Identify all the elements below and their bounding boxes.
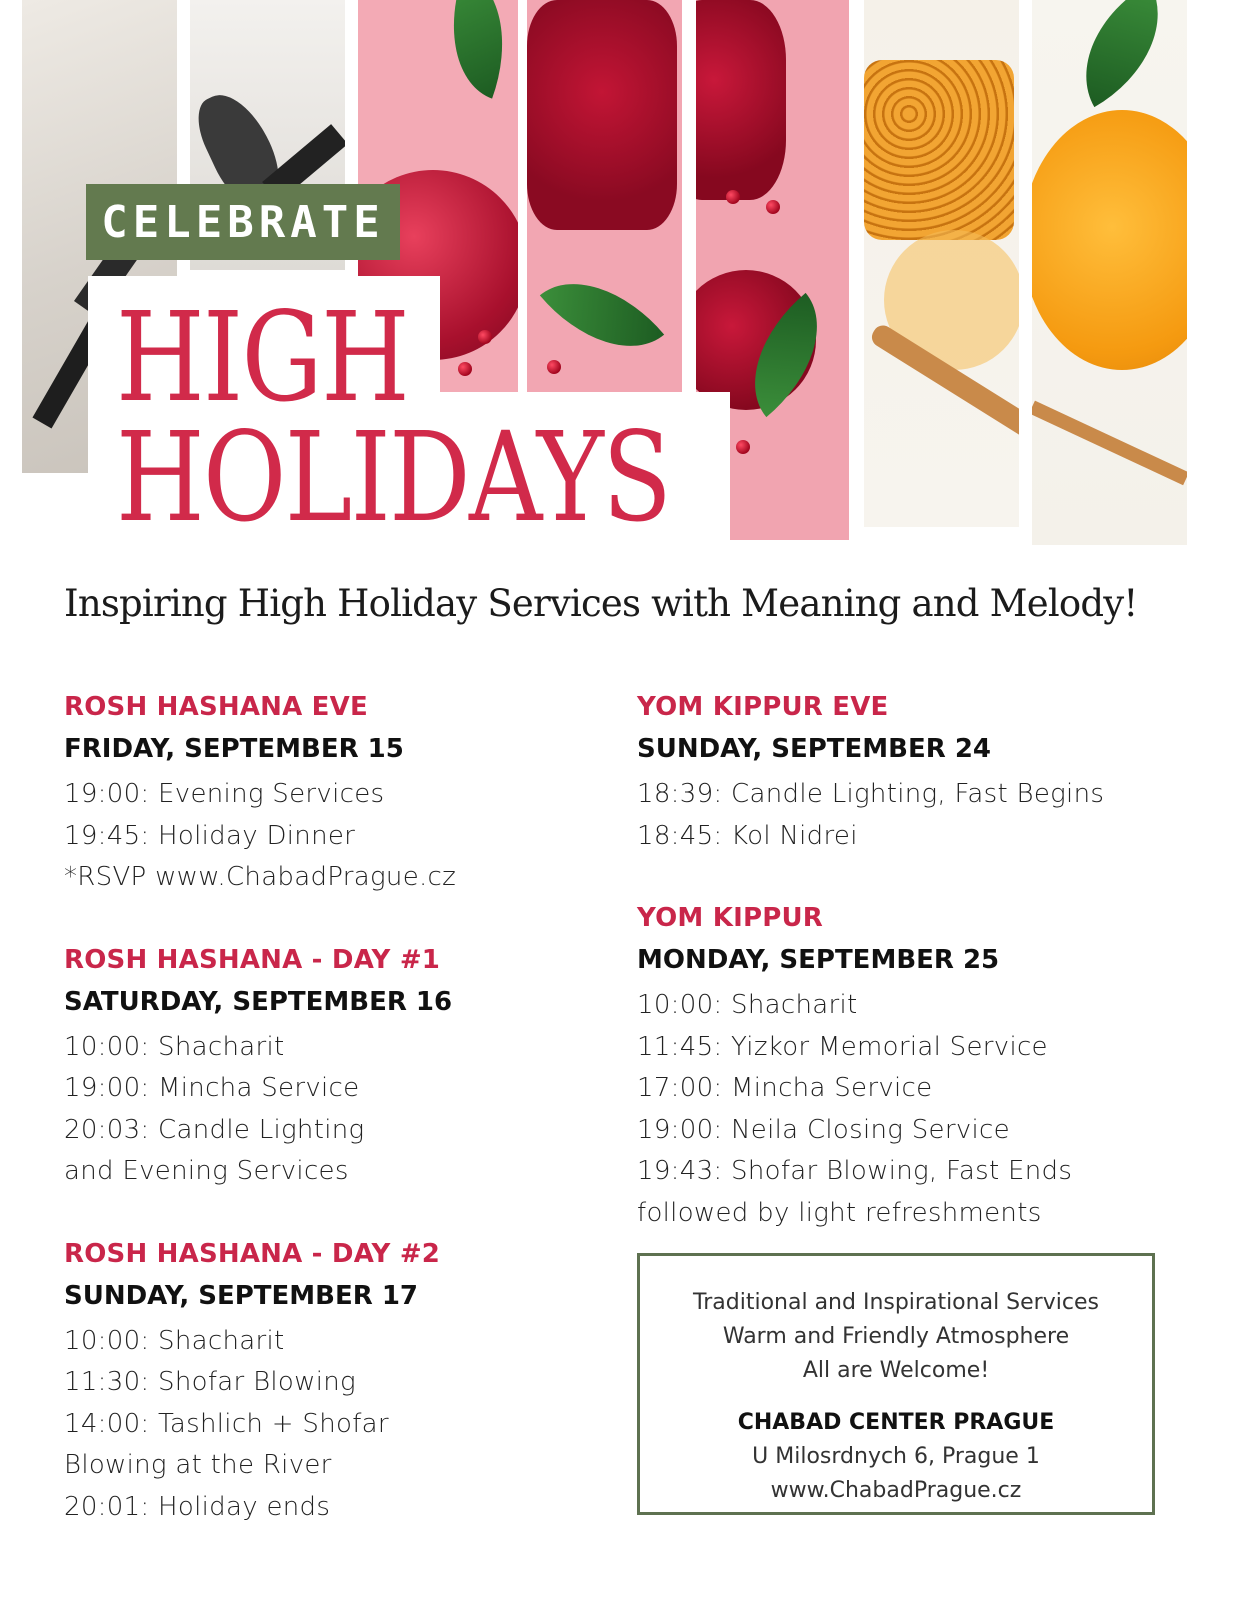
schedule-event <box>637 690 1157 857</box>
event-title: ROSH HASHANA - DAY #1 <box>64 944 441 975</box>
event-schedule-line: 17:00: Mincha Service <box>637 1073 933 1103</box>
schedule-event <box>64 1237 584 1529</box>
event-title: YOM KIPPUR EVE <box>637 692 889 722</box>
event-title: ROSH HASHANA EVE <box>64 692 368 722</box>
event-schedule-line: 19:00: Neila Closing Service <box>637 1114 1010 1145</box>
event-schedule-line: 10:00: Shacharit <box>64 1325 285 1356</box>
event-schedule-line: 11:30: Shofar Blowing <box>64 1367 356 1397</box>
info-box <box>637 1253 1155 1515</box>
event-schedule-line: 10:00: Shacharit <box>64 1031 285 1062</box>
event-schedule-line: 18:45: Kol Nidrei <box>637 820 858 851</box>
event-schedule-line: 20:03: Candle Lighting <box>64 1114 365 1145</box>
event-date: SATURDAY, SEPTEMBER 16 <box>64 986 453 1017</box>
info-line-welcome: All are Welcome! <box>802 1358 990 1383</box>
honey-bowl-photo-strip <box>1032 0 1187 545</box>
org-name: CHABAD CENTER PRAGUE <box>737 1410 1055 1435</box>
event-schedule-line: 19:00: Mincha Service <box>64 1073 360 1103</box>
title-holidays: HOLIDAYS <box>116 406 671 550</box>
org-website-link[interactable]: www.ChabadPrague.cz <box>770 1478 1022 1503</box>
event-schedule-line: 19:00: Evening Services <box>64 779 385 809</box>
tagline: Inspiring High Holiday Services with Meaning and Melody! <box>64 582 1138 625</box>
event-schedule-line: 11:45: Yizkor Memorial Service <box>637 1031 1048 1062</box>
celebrate-badge: CELEBRATE <box>86 184 400 260</box>
event-schedule-line: 19:45: Holiday Dinner <box>64 820 356 851</box>
event-schedule-line: *RSVP www.ChabadPrague.cz <box>64 862 457 892</box>
event-schedule-line: 10:00: Shacharit <box>637 990 858 1020</box>
info-line-atmosphere: Warm and Friendly Atmosphere <box>722 1324 1070 1349</box>
event-date: SUNDAY, SEPTEMBER 24 <box>637 734 992 764</box>
event-schedule-line: 19:43: Shofar Blowing, Fast Ends <box>637 1156 1073 1186</box>
schedule-right-column <box>637 690 1157 1278</box>
event-schedule-line: followed by light refreshments <box>637 1197 1042 1228</box>
event-schedule-line: and Evening Services <box>64 1156 349 1186</box>
title-high: HIGH <box>116 286 409 430</box>
pomegranate-photo-strip-2 <box>527 0 682 392</box>
event-date: SUNDAY, SEPTEMBER 17 <box>64 1280 419 1311</box>
event-schedule-line: 20:01: Holiday ends <box>64 1491 331 1522</box>
org-address: U Milosrdnych 6, Prague 1 <box>752 1444 1040 1469</box>
honeycomb-photo-strip <box>864 0 1019 527</box>
event-schedule-line: 18:39: Candle Lighting, Fast Begins <box>637 779 1105 809</box>
info-line-services: Traditional and Inspirational Services <box>693 1290 1099 1315</box>
event-schedule-line: Blowing at the River <box>64 1450 332 1480</box>
event-title: ROSH HASHANA - DAY #2 <box>64 1238 441 1269</box>
event-date: FRIDAY, SEPTEMBER 15 <box>64 734 404 764</box>
schedule-event <box>64 690 584 899</box>
event-schedule-line: 14:00: Tashlich + Shofar <box>64 1408 389 1439</box>
schedule-event <box>637 901 1157 1234</box>
schedule-event <box>64 943 584 1193</box>
event-title: YOM KIPPUR <box>637 903 823 933</box>
event-date: MONDAY, SEPTEMBER 25 <box>637 945 1000 975</box>
schedule-left-column <box>64 690 584 1572</box>
